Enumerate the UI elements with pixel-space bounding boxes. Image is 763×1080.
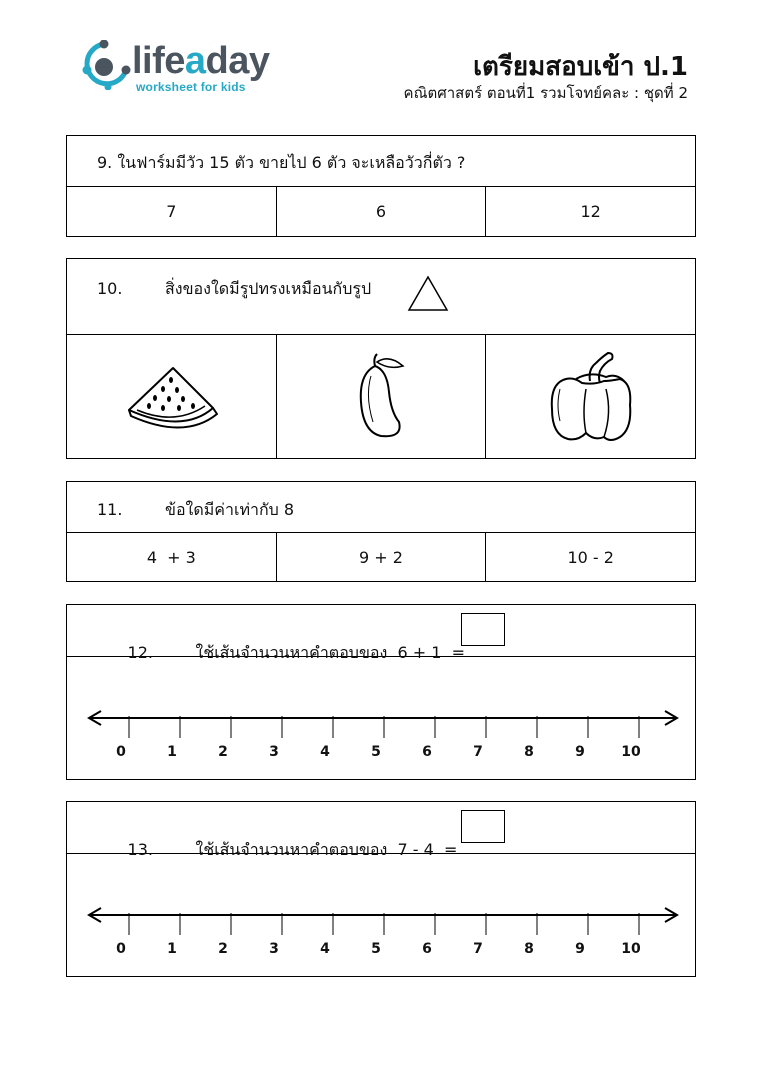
- page-title: เตรียมสอบเข้า ป.1: [473, 52, 688, 82]
- choice-cell[interactable]: 6: [276, 187, 486, 236]
- question-text: [97, 622, 465, 685]
- answer-box[interactable]: [461, 613, 505, 646]
- logo-tagline: worksheet for kids: [136, 80, 246, 94]
- question-13: [66, 801, 696, 977]
- number-line-label: 2: [218, 744, 228, 760]
- number-line-label: 9: [575, 941, 585, 957]
- question-number: 13.: [127, 840, 153, 859]
- number-line-label: 7: [473, 941, 483, 957]
- question-number: 9.: [97, 153, 113, 172]
- number-line-label: 0: [116, 941, 126, 957]
- question-11: [66, 481, 696, 582]
- number-line-label: 7: [473, 744, 483, 760]
- triangle-icon: [407, 275, 449, 313]
- answer-box[interactable]: [461, 810, 505, 843]
- choice-cell[interactable]: 10 - 2: [485, 533, 695, 581]
- number-line-label: 0: [116, 744, 126, 760]
- question-9: [66, 135, 696, 237]
- number-line-label: 8: [524, 744, 534, 760]
- lifeaday-logo: [82, 38, 282, 98]
- number-line-label: 9: [575, 744, 585, 760]
- question-number: 12.: [127, 643, 153, 662]
- choice-bell-pepper[interactable]: [485, 335, 695, 458]
- question-text: [97, 277, 371, 302]
- question-prompt: ข้อใดมีค่าเท่ากับ 8: [165, 500, 295, 519]
- question-prompt: สิ่งของใดมีรูปทรงเหมือนกับรูป: [165, 279, 372, 298]
- number-line-label: 4: [320, 941, 330, 957]
- number-line-label: 6: [422, 941, 432, 957]
- number-line-label: 8: [524, 941, 534, 957]
- choice-cell[interactable]: 12: [485, 187, 695, 236]
- question-text: [97, 151, 465, 176]
- number-line-label: 2: [218, 941, 228, 957]
- choice-watermelon[interactable]: [67, 335, 276, 458]
- question-number: 11.: [97, 500, 123, 519]
- logo-molecule-icon: [82, 40, 132, 90]
- number-line-label: 3: [269, 941, 279, 957]
- number-line-label: 5: [371, 941, 381, 957]
- question-text: [97, 498, 294, 523]
- number-line-label: 6: [422, 744, 432, 760]
- number-line-label: 10: [621, 744, 641, 760]
- choice-cell[interactable]: 9 + 2: [276, 533, 486, 581]
- choice-cell[interactable]: 7: [166, 202, 177, 221]
- number-line-label: 1: [167, 744, 177, 760]
- mango-icon: [351, 352, 411, 442]
- question-prompt: ใช้เส้นจำนวนหาคำตอบของ 7 - 4 =: [195, 840, 458, 859]
- number-line-label: 3: [269, 744, 279, 760]
- question-prompt: ใช้เส้นจำนวนหาคำตอบของ 6 + 1 =: [195, 643, 465, 662]
- choice-mango[interactable]: [276, 335, 486, 458]
- number-line-label: 4: [320, 744, 330, 760]
- question-prompt: ในฟาร์มมีวัว 15 ตัว ขายไป 6 ตัว จะเหลือวัวกี่ตัว ?: [117, 153, 466, 172]
- number-line-label: 10: [621, 941, 641, 957]
- question-number: 10.: [97, 279, 123, 298]
- question-10: [66, 258, 696, 459]
- watermelon-icon: [123, 362, 219, 432]
- logo-wordmark: lifeaday: [132, 40, 270, 82]
- bell-pepper-icon: [546, 349, 636, 445]
- choice-cell[interactable]: 4 + 3: [146, 547, 196, 567]
- question-text: [97, 819, 457, 882]
- question-12: [66, 604, 696, 780]
- page-subtitle: คณิตศาสตร์ ตอนที่1 รวมโจทย์คละ : ชุดที่ 2: [403, 84, 688, 102]
- number-line-label: 5: [371, 744, 381, 760]
- number-line-label: 1: [167, 941, 177, 957]
